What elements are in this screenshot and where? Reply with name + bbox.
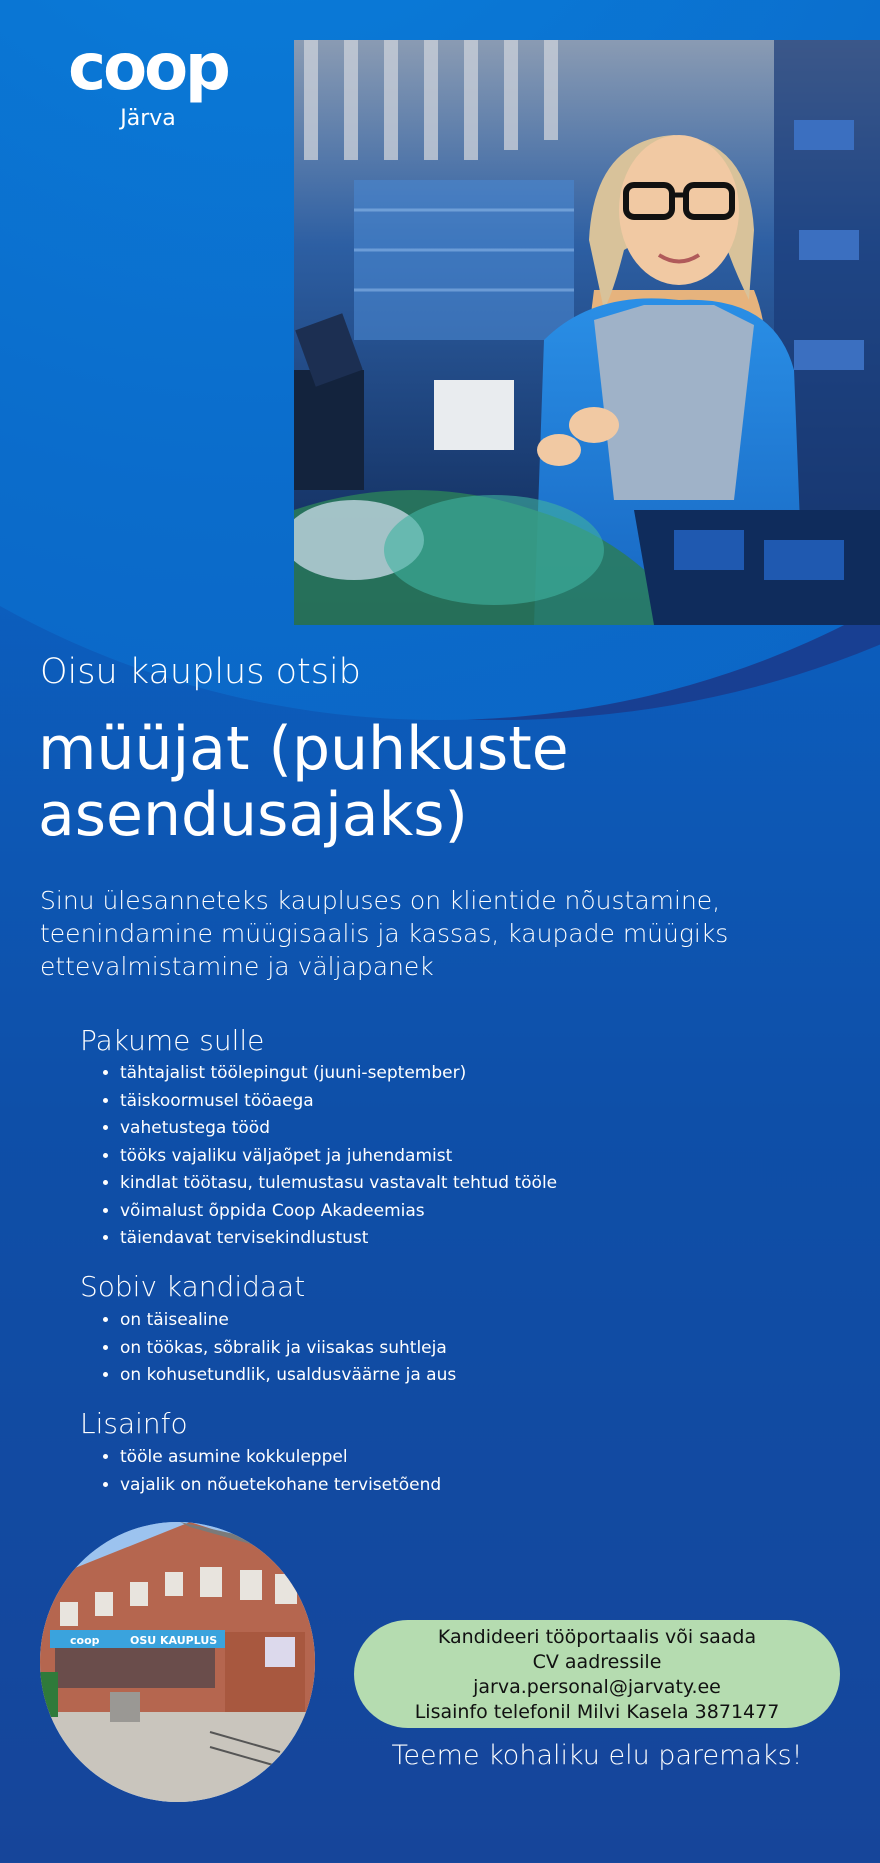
info-list — [120, 1444, 441, 1499]
cashier-photo — [294, 40, 880, 625]
list-item: • täiendavat tervisekindlustust — [120, 1225, 557, 1253]
store-sign-brand: coop — [70, 1634, 100, 1647]
list-item: • on kohusetundlik, usaldusväärne ja aus — [120, 1362, 456, 1390]
list-item: • tööks vajaliku väljaõpet ja juhendamist — [120, 1143, 557, 1171]
coop-logo — [48, 31, 248, 131]
list-item: • täiskoormusel tööaega — [120, 1088, 557, 1116]
offer-list — [120, 1060, 557, 1253]
slogan: Teeme kohaliku elu paremaks! — [391, 1740, 803, 1771]
list-item: • võimalust õppida Coop Akadeemias — [120, 1198, 557, 1226]
contact-phone: Lisainfo telefonil Milvi Kasela 3871477 — [414, 1701, 780, 1723]
list-item: • kindlat töötasu, tulemustasu vastavalt tehtud tööle — [120, 1170, 557, 1198]
contact-line-cv: CV aadressile — [532, 1651, 662, 1673]
contact-box — [354, 1620, 840, 1728]
section-title-candidate: Sobiv kandidaat — [80, 1270, 306, 1303]
logo-region: Järva — [120, 106, 176, 131]
list-item: • tööle asumine kokkuleppel — [120, 1444, 441, 1472]
list-item: • tähtajalist töölepingut (juuni-september) — [120, 1060, 557, 1088]
eyebrow-text: Oisu kauplus otsib — [40, 652, 361, 692]
contact-email[interactable]: jarva.personal@jarvaty.ee — [473, 1676, 721, 1698]
job-title-headline: müüjat (puhkuste asendusajaks) — [38, 714, 569, 850]
contact-line-apply: Kandideeri tööportaalis või saada — [437, 1626, 757, 1648]
list-item: • vajalik on nõuetekohane tervisetõend — [120, 1472, 441, 1500]
section-title-offer: Pakume sulle — [80, 1024, 265, 1057]
section-title-info: Lisainfo — [80, 1407, 188, 1440]
store-sign-text: OSU KAUPLUS — [130, 1634, 218, 1647]
list-item: • on töökas, sõbralik ja viisakas suhtleja — [120, 1335, 456, 1363]
candidate-list — [120, 1307, 456, 1390]
logo-wordmark: coop — [68, 31, 228, 105]
store-building-photo — [40, 1522, 315, 1802]
list-item: • on täisealine — [120, 1307, 456, 1335]
job-description: Sinu ülesanneteks kaupluses on klientide nõustamine, teenindamine müügisaalis ja kassas, kaupade müügiks ettevalmistamine ja väljapanek — [40, 886, 729, 981]
list-item: • vahetustega tööd — [120, 1115, 557, 1143]
